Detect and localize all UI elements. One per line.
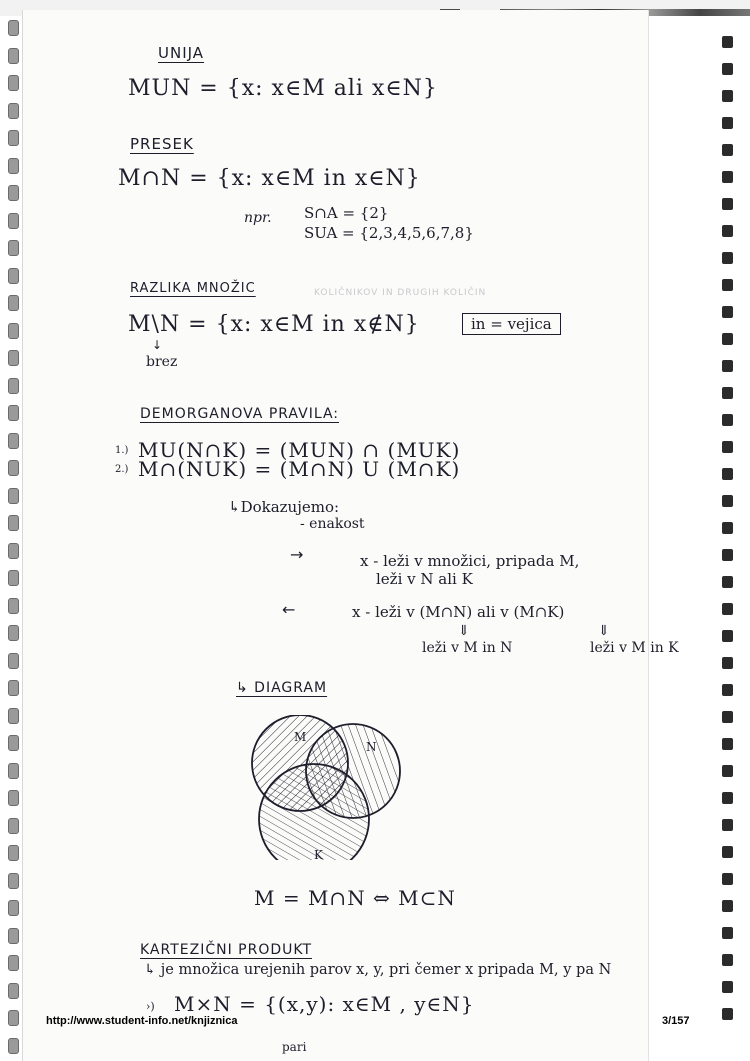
spiral-hole [8,350,19,366]
kartezicni-formula-number: ›) [146,1000,155,1013]
heading-presek: PRESEK [130,135,194,153]
binding-mark [722,576,733,588]
spiral-hole [8,378,19,394]
binding-mark [722,927,733,939]
formula-cartesian: M×N = {(x,y): x∈M , y∈N} [174,992,475,1016]
spiral-hole [8,763,19,779]
rule2-formula: M∩(NUK) = (M∩N) U (M∩K) [138,457,461,481]
venn-label-k: K [314,848,323,860]
binding-mark [722,954,733,966]
example-union: SUA = {2,3,4,5,6,7,8} [304,224,474,242]
spiral-hole [8,130,19,146]
formula-intersection: M∩N = {x: x∈M in x∈N} [118,166,421,191]
spiral-hole [8,900,19,916]
binding-mark [722,333,733,345]
binding-mark [722,873,733,885]
forward-line1: x - leži v množici, pripada M, [360,552,580,570]
binding-mark [722,225,733,237]
down-arrow-mn: ⇓ [458,623,470,639]
spiral-hole [8,653,19,669]
binding-mark [722,684,733,696]
heading-diagram: ↳ DIAGRAM [236,680,328,696]
binding-mark [722,738,733,750]
binding-mark [722,900,733,912]
binding-mark [722,603,733,615]
binding-mark [722,819,733,831]
formula-difference: M\N = {x: x∈M in x∉N} [128,312,420,337]
spiral-hole [8,680,19,696]
spiral-hole [8,268,19,284]
example-label: npr. [244,210,272,226]
spiral-hole [8,213,19,229]
binding-mark [722,630,733,642]
spiral-hole [8,433,19,449]
spiral-hole [8,515,19,531]
spiral-hole [8,543,19,559]
spiral-hole [8,1038,19,1054]
binding-mark [722,279,733,291]
spiral-hole [8,818,19,834]
spiral-hole [8,845,19,861]
kartezicni-description: ↳ je množica urejenih parov x, y, pri čemer x pripada M, y pa N [144,962,612,978]
spiral-hole [8,323,19,339]
binding-mark [722,252,733,264]
binding-mark [722,549,733,561]
heading-demorgan: DEMORGANOVA PRAVILA: [140,406,339,422]
forward-line2: leži v N ali K [376,570,473,588]
binding-mark [722,306,733,318]
page-edge-line [648,10,649,1061]
pari-label: pari [282,1040,307,1054]
backward-line: x - leži v (M∩N) ali v (M∩K) [352,603,565,621]
binding-mark [722,198,733,210]
spiral-hole [8,75,19,91]
spiral-hole [8,598,19,614]
binding-mark [722,441,733,453]
binding-mark [722,171,733,183]
spiral-hole [8,873,19,889]
spiral-hole [8,48,19,64]
binding-mark [722,1008,733,1020]
binding-mark [722,144,733,156]
binding-mark [722,522,733,534]
spiral-hole [8,983,19,999]
down-arrow-mk: ⇓ [598,623,610,639]
binding-mark [722,117,733,129]
lezi-mk-label: leži v M in K [590,640,679,656]
footer-page-number: 3/157 [662,1015,690,1027]
binding-mark [722,468,733,480]
binding-mark [722,846,733,858]
brez-label: brez [146,354,178,370]
enakost-label: - enakost [300,516,365,532]
rule1-number: 1.) [115,445,129,456]
footer-url: http://www.student-info.net/knjiznica [46,1015,238,1027]
spiral-hole [8,20,19,36]
spiral-hole [8,295,19,311]
spiral-hole [8,928,19,944]
example-intersection: S∩A = {2} [304,204,389,222]
down-arrow: ↓ [152,338,163,352]
rule2-number: 2.) [115,464,129,475]
spiral-hole [8,158,19,174]
spiral-hole [8,1010,19,1026]
spiral-hole [8,240,19,256]
binding-mark [722,360,733,372]
binding-mark [722,414,733,426]
right-arrow: → [290,545,304,564]
note-box: in = vejica [462,313,561,335]
dokazujemo-label: ↳Dokazujemo: [228,498,340,516]
spiral-hole [8,790,19,806]
spiral-hole [8,735,19,751]
spiral-hole [8,570,19,586]
formula-union: MUN = {x: x∈M ali x∈N} [128,76,438,101]
binding-mark [722,90,733,102]
spiral-hole [8,708,19,724]
binding-mark [722,981,733,993]
lezi-mn-label: leži v M in N [422,640,513,656]
left-arrow: ← [282,600,296,619]
spiral-hole [8,103,19,119]
binding-mark [722,36,733,48]
spiral-hole [8,955,19,971]
spiral-hole [8,185,19,201]
binding-mark [722,387,733,399]
venn-label-n: N [366,740,377,754]
rule1-formula: MU(N∩K) = (MUN) ∩ (MUK) [138,438,461,462]
binding-mark [722,63,733,75]
binding-mark [722,792,733,804]
heading-razlika: RAZLIKA MNOŽIC [130,281,256,296]
formula-equivalence: M = M∩N ⇔ M⊂N [254,886,456,910]
binding-mark [722,711,733,723]
spiral-hole [8,488,19,504]
binding-mark [722,765,733,777]
venn-label-m: M [294,730,307,744]
heading-kartezicni: KARTEZIČNI PRODUKT [140,942,313,958]
heading-unija: UNIJA [158,44,205,62]
binding-mark [722,657,733,669]
spiral-hole [8,625,19,641]
faint-note: KOLIČNIKOV IN DRUGIH KOLIČIN [314,288,487,298]
binding-mark [722,495,733,507]
spiral-hole [8,405,19,421]
spiral-hole [8,460,19,476]
venn-diagram [240,715,410,860]
